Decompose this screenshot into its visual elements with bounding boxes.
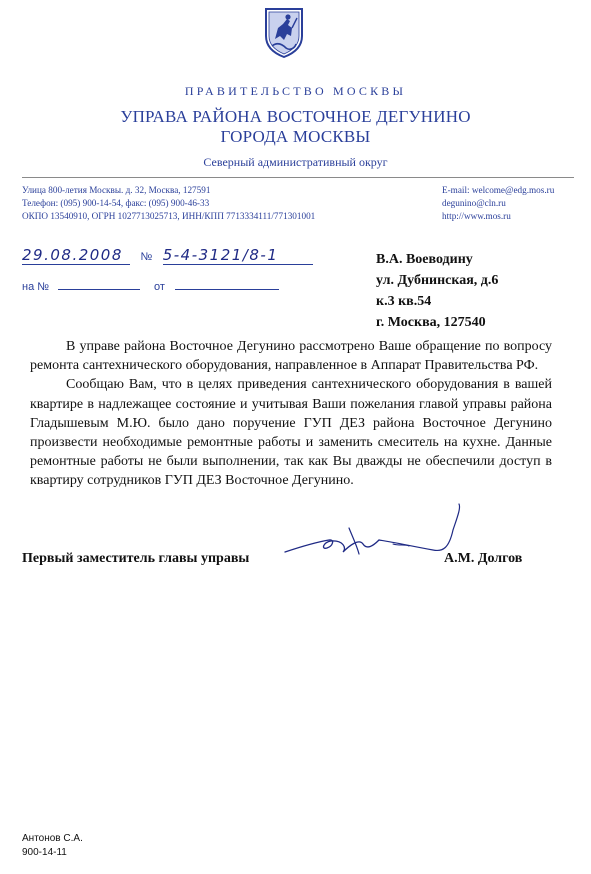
contacts-left xyxy=(22,184,315,223)
contacts-right xyxy=(442,184,554,223)
recipient-building: к.3 кв.54 xyxy=(376,294,432,309)
email-text: E-mail: welcome@edg.mos.ru xyxy=(442,185,555,195)
recipient-name: В.А. Воеводину xyxy=(376,252,473,267)
agency-title-line1: УПРАВА РАЙОНА ВОСТОЧНОЕ ДЕГУНИНО xyxy=(120,107,471,126)
signatory-name: А.М. Долгов xyxy=(444,551,523,566)
agency-title-line2: ГОРОДА МОСКВЫ xyxy=(220,127,371,146)
number-sign: № xyxy=(140,251,153,263)
outgoing-number: 5-4-3121/8-1 xyxy=(163,246,313,265)
recipient-street: ул. Дубнинская, д.6 xyxy=(376,273,499,288)
header-divider xyxy=(22,177,574,178)
signatory-title: Первый заместитель главы управы xyxy=(22,551,250,566)
reference-date-blank xyxy=(175,279,279,290)
letter-body xyxy=(30,337,552,491)
moscow-coat-of-arms-icon xyxy=(262,6,306,58)
outgoing-date: 29.08.2008 xyxy=(22,246,130,265)
body-paragraph-2: Сообщаю Вам, что в целях приведения сантехнического оборудования в вашей квартире в надлежащее состояние и учитывая Ваши пожелания главой управы района Гладышевым М.Ю. было дано поручение ГУП ДЕЗ района Восточное Дегунино произвести необходимые ремонтные работы и заменить смеситель на кухне. Данные ремонтные работы не были выполнении, так как Вы дважды не обеспечили доступ в квартиру сотрудников ГУП ДЕЗ Восточное Дегунино. xyxy=(30,377,552,489)
website-text: http://www.mos.ru xyxy=(442,211,511,221)
executor-block xyxy=(22,832,83,860)
body-paragraph-1: В управе района Восточное Дегунино рассмотрено Ваше обращение по вопросу ремонта сантехнического оборудования, направленное в Аппарат Правительства РФ. xyxy=(30,339,552,374)
executor-name: Антонов С.А. xyxy=(22,833,83,844)
government-title: ПРАВИТЕЛЬСТВО МОСКВЫ xyxy=(184,84,407,98)
reference-label: на № xyxy=(22,281,50,293)
district-subtitle: Северный административный округ xyxy=(203,155,388,169)
outgoing-reference xyxy=(22,246,313,295)
registry-text: ОКПО 13540910, ОГРН 1027713025713, ИНН/КПП 7713334111/771301001 xyxy=(22,211,316,221)
email2-text: degunino@cln.ru xyxy=(442,198,506,208)
recipient-block xyxy=(376,249,498,333)
recipient-city: г. Москва, 127540 xyxy=(376,315,486,330)
from-label: от xyxy=(153,281,165,293)
reference-number-blank xyxy=(58,279,140,290)
executor-phone: 900-14-11 xyxy=(22,847,67,858)
address-text: Улица 800-летия Москвы. д. 32, Москва, 127591 xyxy=(22,185,211,195)
phone-text: Телефон: (095) 900-14-54, факс: (095) 900-46-33 xyxy=(22,198,210,208)
handwritten-signature xyxy=(283,500,463,580)
